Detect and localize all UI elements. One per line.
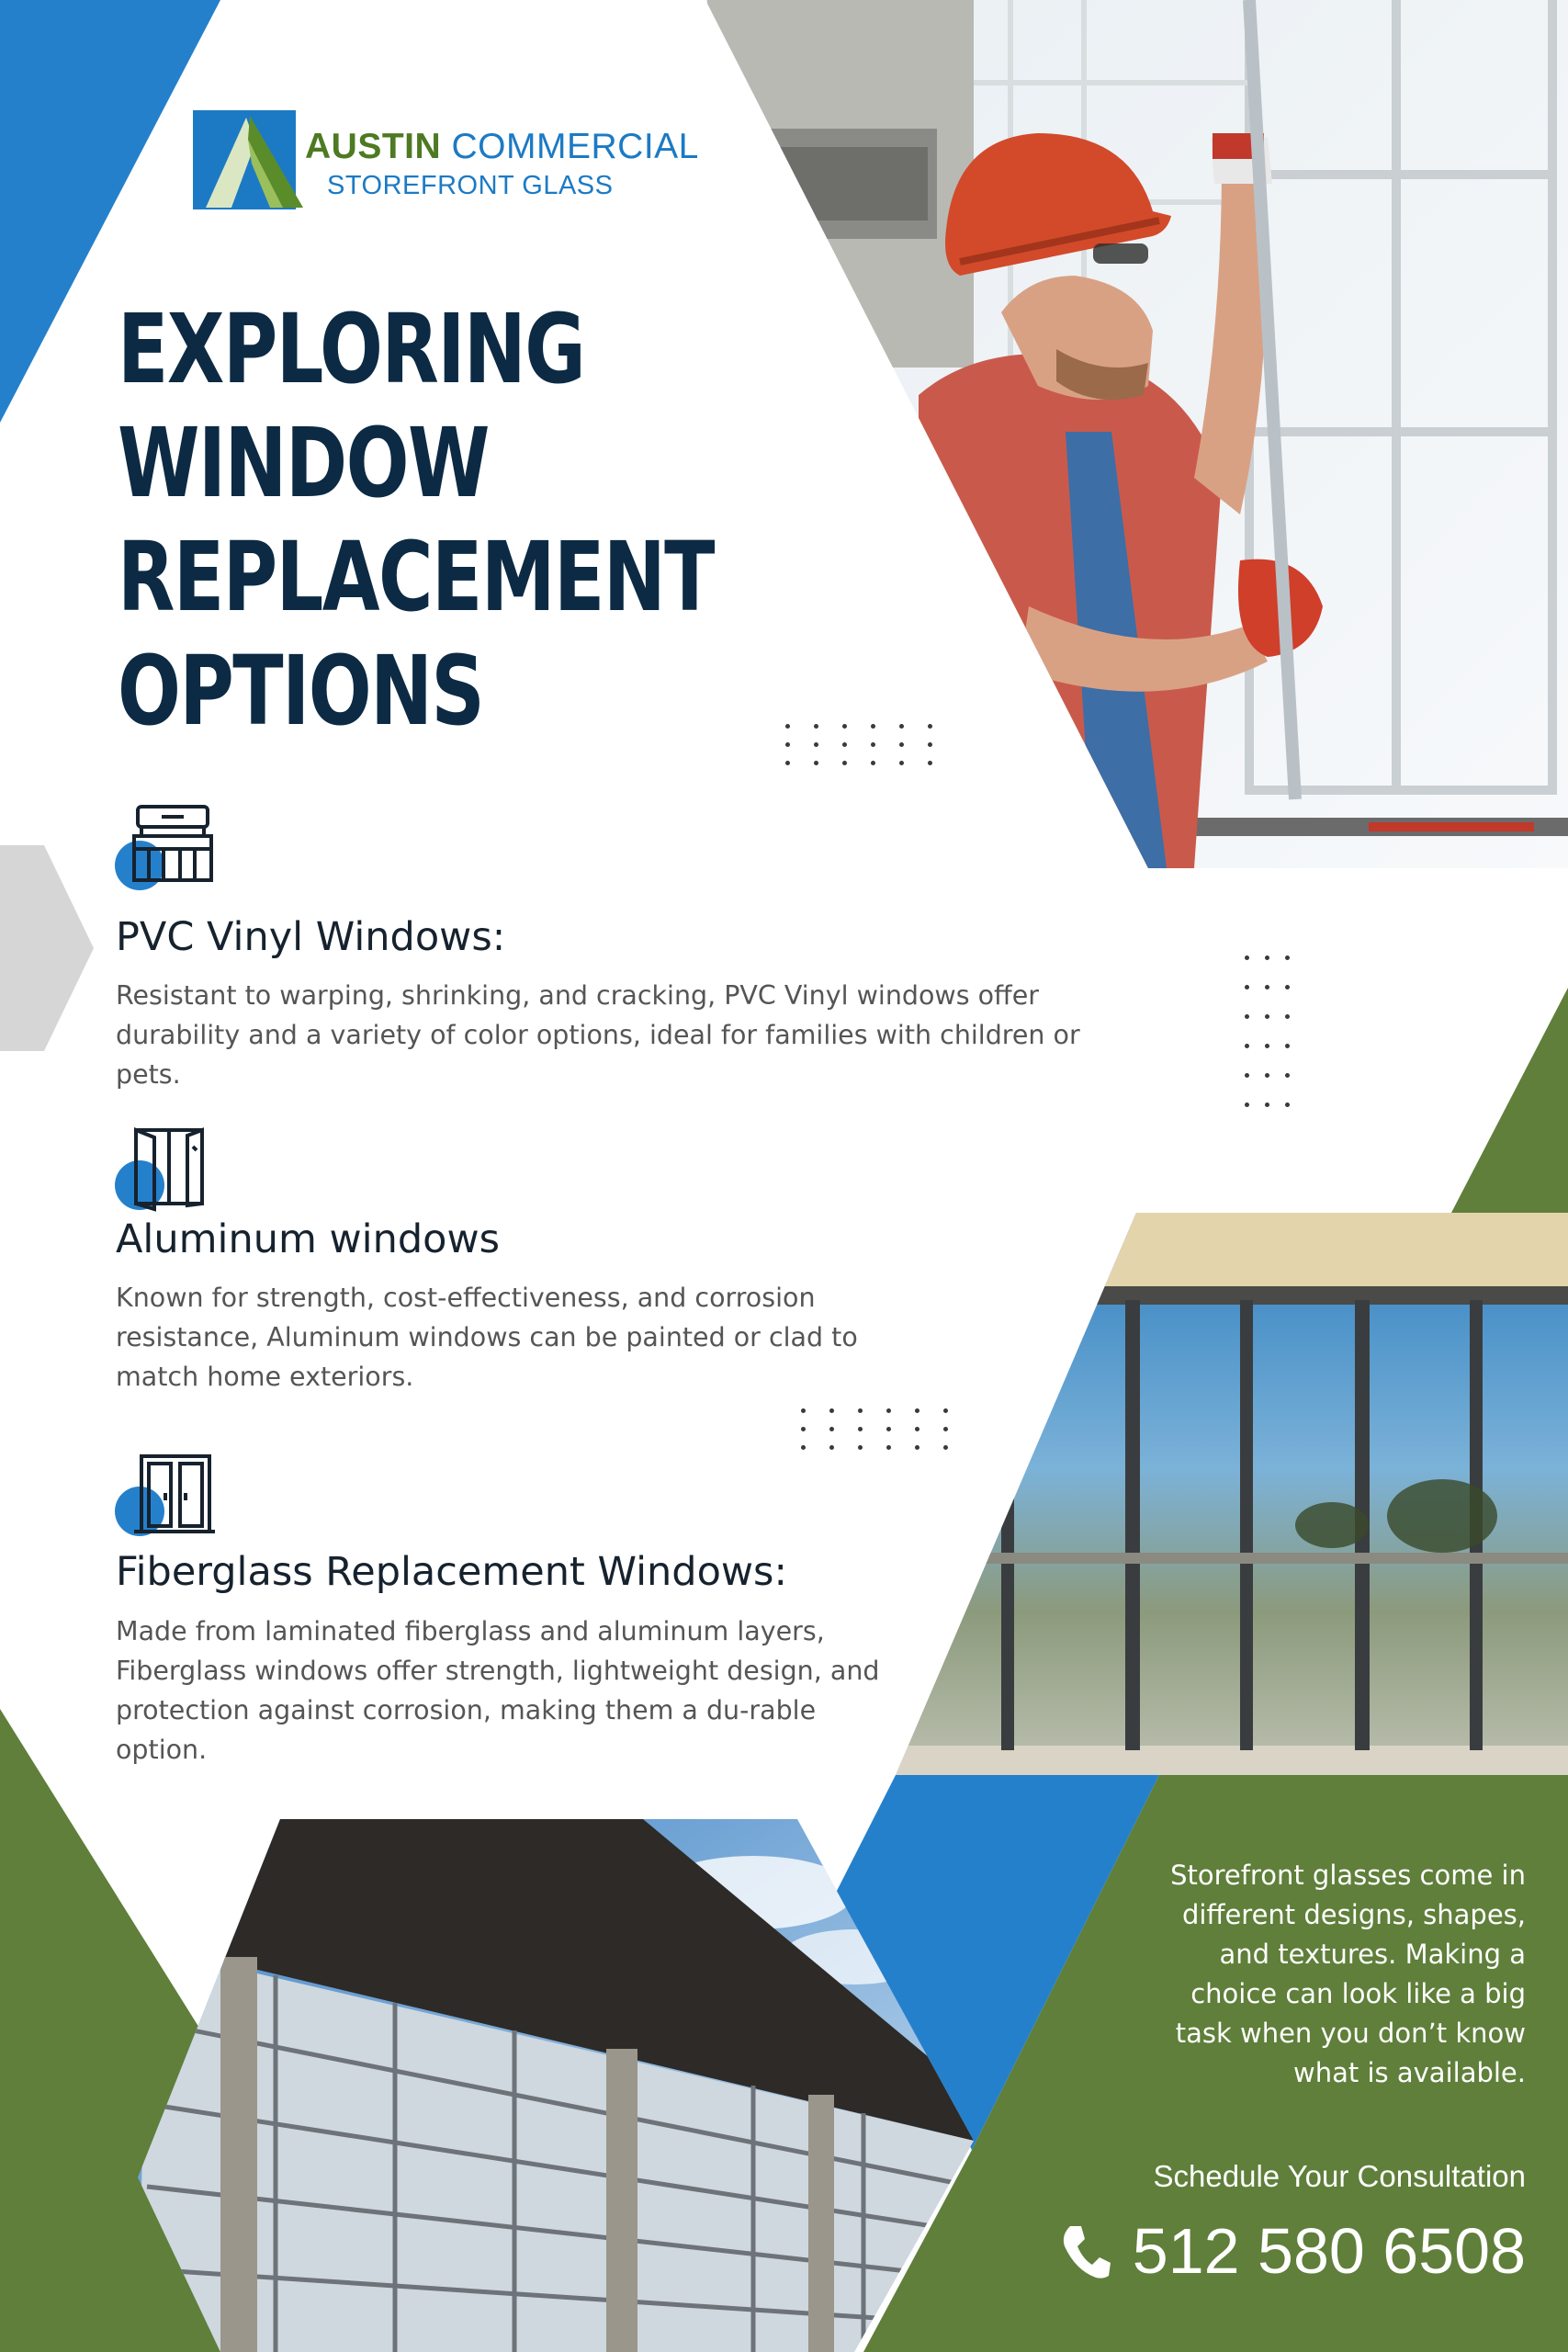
dot xyxy=(899,742,904,747)
dot xyxy=(886,1427,891,1431)
section-title-pvc: PVC Vinyl Windows: xyxy=(116,914,506,960)
dot xyxy=(943,1427,948,1431)
dot xyxy=(1285,956,1290,960)
title-line: EXPLORING xyxy=(118,293,585,405)
dot-grid-decoration xyxy=(1245,956,1300,1121)
grey-chevron-shape xyxy=(0,845,94,1051)
title-line: REPLACEMENT xyxy=(118,521,714,633)
dot xyxy=(1285,1014,1290,1019)
section-body-aluminum: Known for strength, cost-effectiveness, and corrosion resistance, Aluminum windows can be painted or clad to match home exteriors. xyxy=(116,1283,858,1392)
dot xyxy=(829,1427,834,1431)
dot xyxy=(928,761,932,765)
dot xyxy=(1285,1073,1290,1078)
section-body-pvc: Resistant to warping, shrinking, and cracking, PVC Vinyl windows offer durability and a variety of color options, ideal for families with children or pets. xyxy=(116,980,1080,1090)
dot xyxy=(1245,1102,1249,1107)
dot xyxy=(915,1427,919,1431)
dot xyxy=(814,742,818,747)
dot xyxy=(943,1445,948,1450)
double-door-window-icon xyxy=(114,1447,215,1548)
dot xyxy=(1285,1044,1290,1048)
dot xyxy=(1285,985,1290,989)
brand-logo xyxy=(193,108,707,214)
logo-mountain-icon xyxy=(193,108,320,211)
dot xyxy=(1245,1014,1249,1019)
dot-grid-decoration xyxy=(785,724,932,770)
consultation-cta: Schedule Your Consultation xyxy=(1153,2159,1526,2193)
dot xyxy=(886,1445,891,1450)
section-body-fiberglass: Made from laminated fiberglass and aluminum layers, Fiberglass windows offer strength, lightweight design, and protection against corrosion, making them a du-rable option. xyxy=(116,1616,880,1765)
dot xyxy=(943,1408,948,1413)
dot xyxy=(785,724,790,729)
dot xyxy=(871,724,875,729)
dot xyxy=(899,724,904,729)
dot xyxy=(1285,1102,1290,1107)
sidebar-description: Storefront glasses come in different designs, shapes, and textures. Making a choice can look like a big task when you don’t know what is available. xyxy=(1170,1860,1526,2088)
dot xyxy=(1245,1073,1249,1078)
casement-window-icon xyxy=(114,1123,215,1224)
dot xyxy=(858,1427,863,1431)
dot-grid-decoration xyxy=(801,1408,948,1454)
dot xyxy=(1265,985,1269,989)
dot xyxy=(915,1408,919,1413)
dot xyxy=(928,724,932,729)
dot xyxy=(871,742,875,747)
phone-icon xyxy=(1059,2222,1112,2279)
dot xyxy=(858,1445,863,1450)
dot xyxy=(842,761,847,765)
dot xyxy=(1265,956,1269,960)
dot xyxy=(829,1408,834,1413)
dot xyxy=(1245,985,1249,989)
storefront-icon xyxy=(114,797,215,899)
dot xyxy=(785,742,790,747)
dot xyxy=(915,1445,919,1450)
dot xyxy=(899,761,904,765)
dot xyxy=(928,742,932,747)
dot xyxy=(801,1408,806,1413)
title-line: WINDOW xyxy=(118,407,489,519)
dot xyxy=(785,761,790,765)
dot xyxy=(801,1427,806,1431)
dot xyxy=(1265,1044,1269,1048)
dot xyxy=(886,1408,891,1413)
dot xyxy=(814,761,818,765)
dot xyxy=(1245,956,1249,960)
dot xyxy=(842,724,847,729)
dot xyxy=(842,742,847,747)
dot xyxy=(829,1445,834,1450)
section-title-fiberglass: Fiberglass Replacement Windows: xyxy=(116,1549,787,1595)
title-line: OPTIONS xyxy=(118,635,484,747)
dot xyxy=(1265,1014,1269,1019)
section-title-aluminum: Aluminum windows xyxy=(116,1216,501,1262)
dot xyxy=(801,1445,806,1450)
page-title xyxy=(118,292,714,748)
brand-tagline: STOREFRONT GLASS xyxy=(327,171,614,200)
green-accent-shape xyxy=(1451,988,1568,1213)
dot xyxy=(1265,1073,1269,1078)
dot xyxy=(1245,1044,1249,1048)
dot xyxy=(814,724,818,729)
brand-name: AUSTIN COMMERCIAL xyxy=(305,127,699,166)
dot xyxy=(1265,1102,1269,1107)
glass-storefront-photo xyxy=(891,1213,1568,1782)
dot xyxy=(858,1408,863,1413)
dot xyxy=(871,761,875,765)
phone-number[interactable]: 512 580 6508 xyxy=(1132,2215,1526,2287)
phone-contact[interactable] xyxy=(1059,2214,1526,2288)
